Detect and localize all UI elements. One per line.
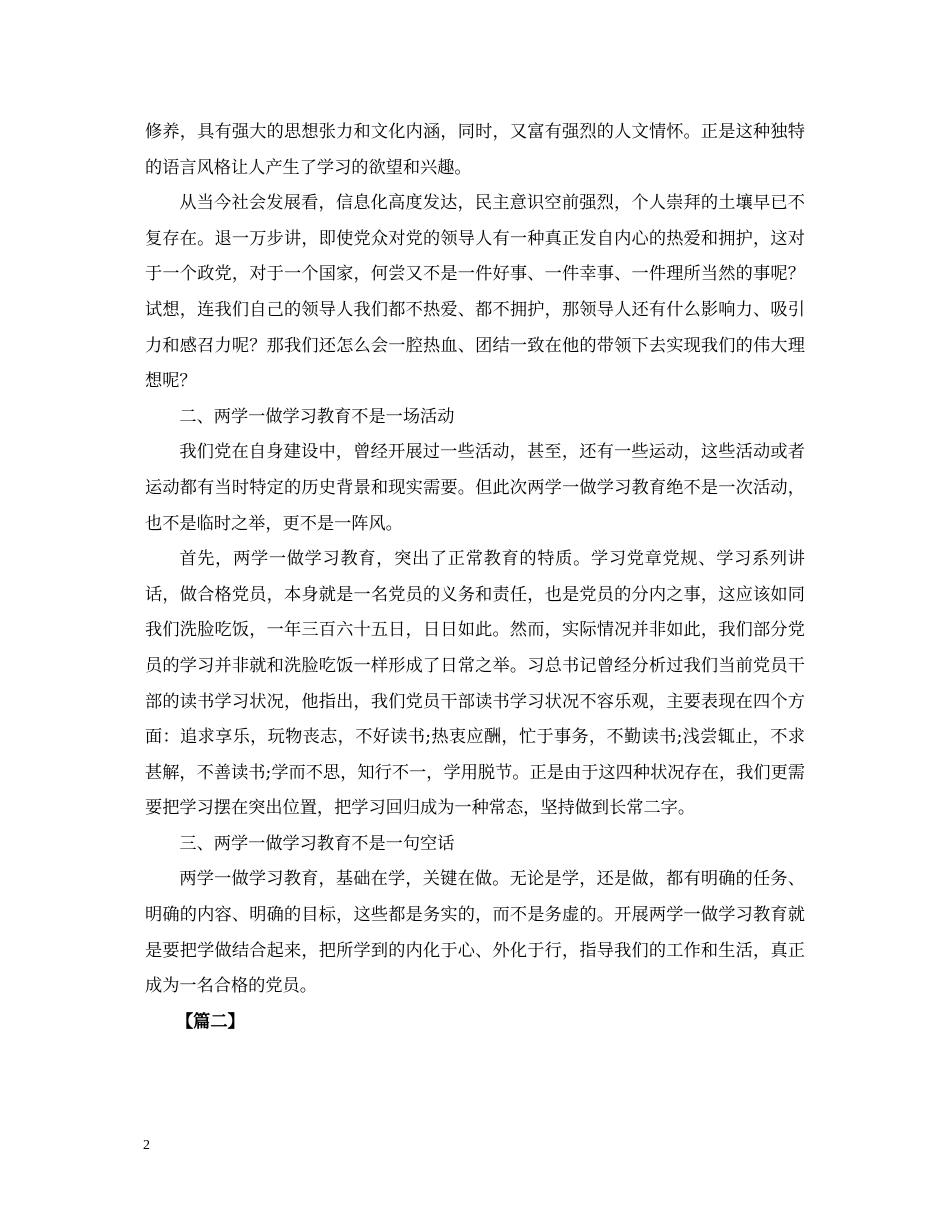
paragraph-4: 首先，两学一做学习教育，突出了正常教育的特质。学习党章党规、学习系列讲话，做合格党员，本身就是一名党员的义务和责任，也是党员的分内之事，这应该如同我们洗脸吃饭，一年三百六十五日，日日如此。然而，实际情况并非如此，我们部分党员的学习并非就和洗脸吃饭一样形成了日常之举。习总书记曾经分析过我们当前党员干部的读书学习状况，他指出，我们党员干部读书学习状况不容乐观，主要表现在四个方面：追求享乐，玩物丧志，不好读书;热衷应酬，忙于事务，不勤读书;浅尝辄止，不求甚解，不善读书;学而不思，知行不一，学用脱节。正是由于这四种状况存在，我们更需要把学习摆在突出位置，把学习回归成为一种常态，坚持做到长常二字。 — [145, 549, 805, 819]
section-heading-2: 二、两学一做学习教育不是一场活动 — [179, 406, 455, 427]
paragraph-3: 我们党在自身建设中，曾经开展过一些活动，甚至，还有一些运动，这些活动或者运动都有当时特定的历史背景和现实需要。但此次两学一做学习教育绝不是一次活动，也不是临时之举，更不是一阵风。 — [145, 442, 805, 534]
paragraph-2: 从当今社会发展看，信息化高度发达，民主意识空前强烈，个人崇拜的土壤早已不复存在。退一万步讲，即使党众对党的领导人有一种真正发自内心的热爱和拥护，这对于一个政党，对于一个国家，何尝又不是一件好事、一件幸事、一件理所当然的事呢？试想，连我们自己的领导人我们都不热爱、都不拥护，那领导人还有什么影响力、吸引力和感召力呢？那我们还怎么会一腔热血、团结一致在他的带领下去实现我们的伟大理想呢？ — [145, 193, 805, 392]
paragraph-1: 修养，具有强大的思想张力和文化内涵，同时，又富有强烈的人文情怀。正是这种独特的语言风格让人产生了学习的欲望和兴趣。 — [145, 122, 805, 178]
paragraph-5: 两学一做学习教育，基础在学，关键在做。无论是学，还是做，都有明确的任务、明确的内容、明确的目标，这些都是务实的，而不是务虚的。开展两学一做学习教育就是要把学做结合起来，把所学到的内化于心、外化于行，指导我们的工作和生活，真正成为一名合格的党员。 — [145, 869, 805, 997]
section-heading-3: 三、两学一做学习教育不是一句空话 — [179, 833, 455, 854]
page-number: 2 — [143, 1138, 150, 1153]
document-body — [145, 115, 805, 1040]
part-marker: 【篇二】 — [175, 1011, 245, 1032]
